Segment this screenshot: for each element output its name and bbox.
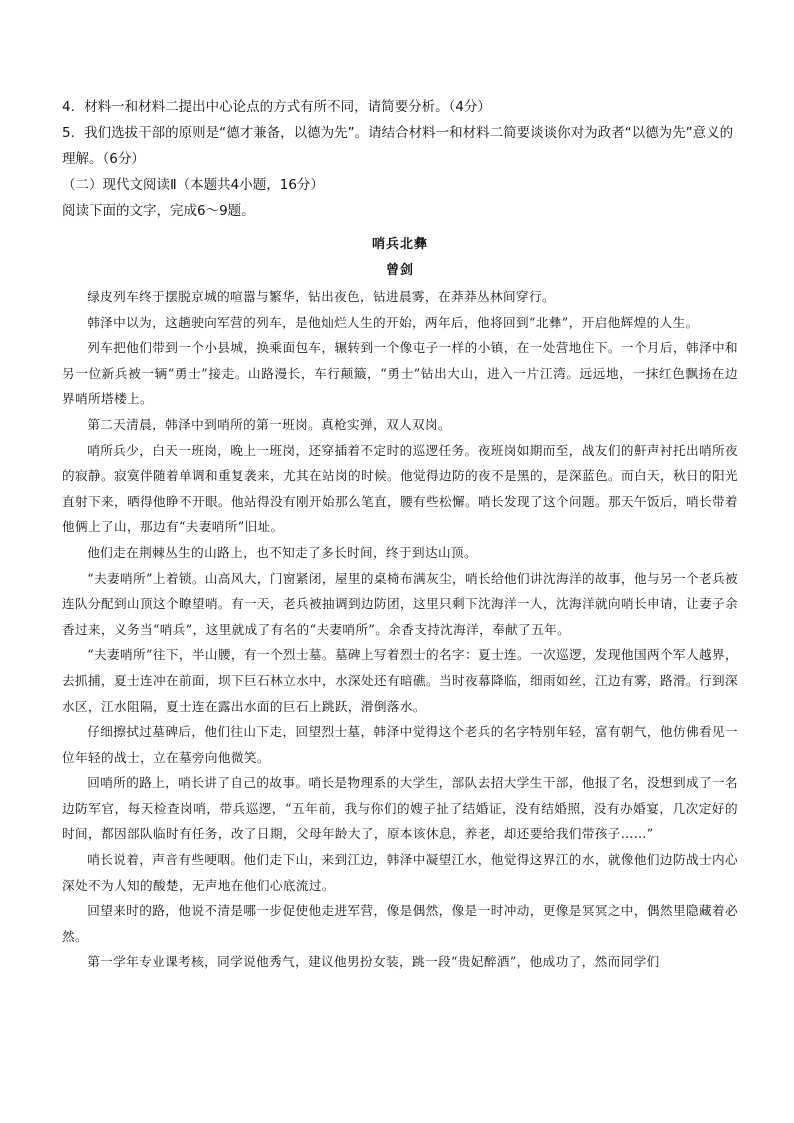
article-paragraph: 仔细擦拭过墓碑后，他们往山下走，回望烈士墓，韩泽中觉得这个老兵的名字特别年轻，富有朝气，他仿佛看见一位年轻的战士，立在墓旁向他微笑。 [62,724,738,765]
article-paragraph: 第一学年专业课考核，同学说他秀气，建议他男扮女装，跳一段“贵妃醉酒”，他成功了，然而同学们 [87,954,660,970]
article-paragraph: “夫妻哨所”往下，半山腰，有一个烈士墓。墓碑上写着烈士的名字：夏士连。一次巡逻，发现他国两个军人越界，去抓捕，夏士连冲在前面，坝下巨石林立水中，水深处还有暗礁。当时夜幕降临，细雨如丝，江边有雾，路滑。行到深水区，江水阻隔，夏士连在露出水面的巨石上跳跃，滑倒落水。 [62,647,738,714]
article-paragraph: 韩泽中以为，这趟驶向军营的列车，是他灿烂人生的开始，两年后，他将回到“北彝”，开启他辉煌的人生。 [87,314,699,330]
question-4: 4．材料一和材料二提出中心论点的方式有所不同，请简要分析。（4分） [62,99,491,115]
exam-page [62,94,738,975]
article-title: 哨兵北彝 [371,237,428,252]
article-paragraph: 哨所兵少，白天一班岗，晚上一班岗，还穿插着不定时的巡逻任务。夜班岗如期而至，战友们的鼾声衬托出哨所夜的寂静。寂寞伴随着单调和重复袭来，尤其在站岗的时候。他觉得边防的夜不是黑的，是深蓝色。而白天，秋日的阳光直射下来，晒得他睁不开眼。他站得没有刚开始那么笔直，腰有些松懈。哨长发现了这个问题。那天午饭后，哨长带着他俩上了山，那边有“夫妻哨所”旧址。 [62,442,738,535]
article-author: 曾剑 [385,263,414,278]
article-paragraph: 回哨所的路上，哨长讲了自己的故事。哨长是物理系的大学生，部队去招大学生干部，他报了名，没想到成了一名边防军官，每天检查岗哨，带兵巡逻，“五年前，我与你们的嫂子扯了结婚证，没有结婚照，没有办婚宴，几次定好的时间，都因部队临时有任务，改了日期，父母年龄大了，原本该休息，养老，却还要给我们带孩子……” [62,775,738,842]
article-paragraph: 回望来时的路，他说不清是哪一步促使他走进军营，像是偶然，像是一时冲动，更像是冥冥之中，偶然里隐藏着必然。 [62,903,738,944]
article-paragraph: 列车把他们带到一个小县城，换乘面包车，辗转到一个像屯子一样的小镇，在一处营地住下。一个月后，韩泽中和另一位新兵被一辆“勇士”接走。山路漫长，车行颠簸，“勇士”钻出大山，进入一片江湾。远远地，一抹红色飘扬在边界哨所塔楼上。 [62,340,738,407]
question-5: 5．我们选拔干部的原则是“德才兼备，以德为先”。请结合材料一和材料二简要谈谈你对为政者“以德为先”意义的理解。（6分） [62,125,734,167]
article-paragraph: 绿皮列车终于摆脱京城的喧嚣与繁华，钻出夜色，钻进晨雾，在莽莽丛林间穿行。 [87,289,555,304]
section-heading: （二）现代文阅读Ⅱ（本题共4小题，16分） [62,177,324,193]
article-paragraph: 哨长说着，声音有些哽咽。他们走下山，来到江边，韩泽中凝望江水，他觉得这界江的水，就像他们边防战士内心深处不为人知的酸楚，无声地在他们心底流过。 [62,852,738,893]
article-paragraph: “夫妻哨所”上着锁。山高风大，门窗紧闭，屋里的桌椅布满灰尘，哨长给他们讲沈海洋的故事，他与另一个老兵被连队分配到山顶这个瞭望哨。有一天，老兵被抽调到边防团，这里只剩下沈海洋一人，沈海洋就向哨长申请，让妻子余香过来，义务当“哨兵”，这里就成了有名的“夫妻哨所”。余香支持沈海洋，奉献了五年。 [62,570,738,637]
reading-instruction: 阅读下面的文字，完成6～9题。 [62,203,255,219]
article-paragraph: 他们走在荆棘丛生的山路上，也不知走了多长时间，终于到达山顶。 [87,544,477,560]
article-paragraph: 第二天清晨，韩泽中到哨所的第一班岗。真枪实弹，双人双岗。 [87,416,452,432]
